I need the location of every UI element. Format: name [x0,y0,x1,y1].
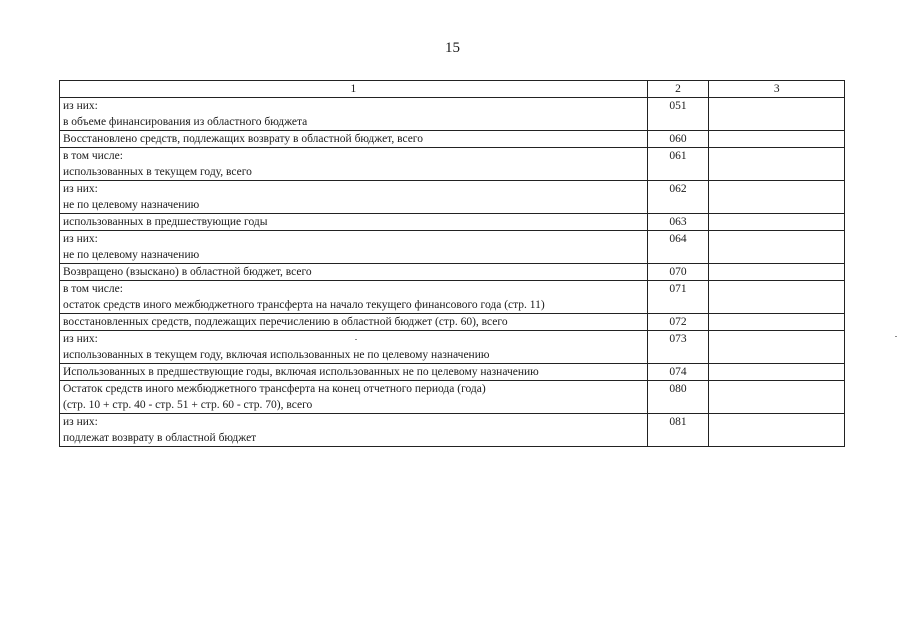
row-label [60,264,648,281]
row-label-line: использованных в текущем году, всего [63,166,252,178]
table-row [60,281,845,314]
table-row [60,148,845,181]
row-label-line: (стр. 10 + стр. 40 - стр. 51 + стр. 60 - стр. 70), всего [63,399,313,411]
row-code: 062 [647,181,709,214]
row-code: 071 [647,281,709,314]
row-code: 051 [647,98,709,131]
row-value [709,314,845,331]
row-label-line: из них: [63,333,98,345]
row-label [60,381,648,414]
column-header-2: 2 [647,81,709,98]
table-row [60,181,845,214]
row-value [709,331,845,364]
row-label [60,98,648,131]
table-row [60,98,845,131]
row-code: 074 [647,364,709,381]
table-row [60,364,845,381]
scan-artifact [355,339,357,340]
row-code: 080 [647,381,709,414]
row-value [709,281,845,314]
table-body [60,98,845,447]
column-header-3: 3 [709,81,845,98]
row-code: 070 [647,264,709,281]
row-code: 072 [647,314,709,331]
row-label-line: в объеме финансирования из областного бюджета [63,116,308,128]
table-row [60,264,845,281]
row-code: 073 [647,331,709,364]
row-label [60,281,648,314]
page-number: 15 [445,40,460,56]
row-label [60,148,648,181]
row-code: 081 [647,414,709,447]
scan-artifact [895,336,897,337]
row-value [709,381,845,414]
row-label [60,314,648,331]
row-label-line: в том числе: [63,283,123,295]
row-label-line: подлежат возврату в областной бюджет [63,432,257,444]
row-label [60,364,648,381]
row-label-line: Остаток средств иного межбюджетного трансферта на конец отчетного периода (года) [63,383,486,395]
row-value [709,264,845,281]
row-code: 063 [647,214,709,231]
table-row [60,231,845,264]
table-row [60,131,845,148]
row-value [709,414,845,447]
report-table [59,80,845,447]
table-row [60,414,845,447]
row-label [60,331,648,364]
row-label-line: использованных в предшествующие годы [63,216,268,228]
table-row [60,381,845,414]
table-row [60,314,845,331]
row-label-line: не по целевому назначению [63,249,200,261]
row-label-line: из них: [63,100,98,112]
row-label-line: не по целевому назначению [63,199,200,211]
table-row [60,331,845,364]
row-label-line: в том числе: [63,150,123,162]
row-code: 060 [647,131,709,148]
row-value [709,148,845,181]
row-value [709,181,845,214]
row-label [60,231,648,264]
row-value [709,98,845,131]
row-value [709,214,845,231]
row-value [709,364,845,381]
table-row [60,214,845,231]
row-code: 061 [647,148,709,181]
row-label-line: из них: [63,233,98,245]
row-label-line: из них: [63,183,98,195]
row-label-line: Восстановлено средств, подлежащих возврату в областной бюджет, всего [63,133,423,145]
header-row [60,81,845,98]
row-value [709,231,845,264]
row-code: 064 [647,231,709,264]
row-label-line: из них: [63,416,98,428]
column-header-1: 1 [60,81,648,98]
row-value [709,131,845,148]
row-label [60,414,648,447]
row-label [60,214,648,231]
row-label [60,181,648,214]
row-label-line: восстановленных средств, подлежащих перечислению в областной бюджет (стр. 60), всего [63,316,508,328]
row-label-line: Возвращено (взыскано) в областной бюджет, всего [63,266,312,278]
row-label [60,131,648,148]
row-label-line: Использованных в предшествующие годы, включая использованных не по целевому назначению [63,366,539,378]
row-label-line: использованных в текущем году, включая использованных не по целевому назначению [63,349,490,361]
row-label-line: остаток средств иного межбюджетного трансферта на начало текущего финансового года (стр. 11) [63,299,545,311]
